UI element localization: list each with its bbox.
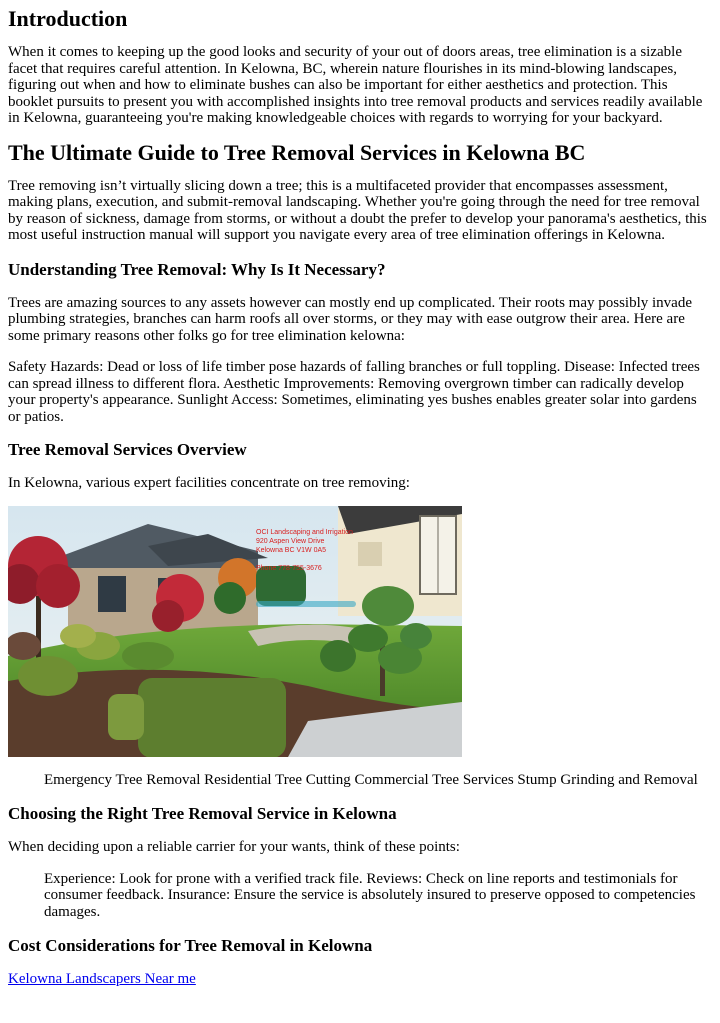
cost-heading: Cost Considerations for Tree Removal in Kelowna	[8, 936, 373, 955]
overview-heading: Tree Removal Services Overview	[8, 440, 247, 459]
intro-paragraph: When it comes to keeping up the good looks and security of your out of doors areas, tree elimination is a sizable facet that requires careful attention. In Kelowna, BC, wherein nature flourishes in its mind-blowing landscapes, figuring out when and how to eliminate bushes can also be important for either aesthetics and protection. This booklet pursuits to present you with accomplished insights into tree removal products and services readily available in Kelowna, guaranteeing you're making knowledgeable choices with regards to worrying for your backyard.	[8, 44, 703, 126]
overlay-line: Kelowna BC V1W 0A5	[256, 546, 327, 554]
landscape-photo	[8, 506, 462, 757]
overlay-line: Phone 778-755-3676	[256, 564, 322, 572]
choosing-heading: Choosing the Right Tree Removal Service in Kelowna	[8, 804, 397, 823]
landscapers-link[interactable]: Kelowna Landscapers Near me	[8, 971, 196, 987]
overlay-line	[256, 555, 353, 564]
overview-paragraph: In Kelowna, various expert facilities concentrate on tree removing:	[8, 475, 410, 491]
services-list: Emergency Tree Removal Residential Tree Cutting Commercial Tree Services Stump Grinding and Removal	[44, 771, 698, 788]
understanding-paragraph: Trees are amazing sources to any assets however can mostly end up complicated. Their roots may possibly invade plumbing strategies, branches can harm roofs all over storms, or they may with ease outgrow their area. Here are some primary reasons other folks go for tree elimination kelowna:	[8, 294, 692, 344]
choosing-paragraph: When deciding upon a reliable carrier for your wants, think of these points:	[8, 839, 460, 855]
article	[0, 6, 720, 988]
choosing-points: Experience: Look for prone with a verified track file. Reviews: Check on line reports and testimonials for consumer feedback. Insurance: Ensure the service is absolutely insured to preserve opposed to competencies damages.	[44, 870, 696, 920]
guide-paragraph: Tree removing isn’t virtually slicing down a tree; this is a multifaceted provider that encompasses assessment, making plans, execution, and submit-removal landscaping. Whether you're going through the need for tree removal by reason of sickness, damage from storms, or without a doubt the prefer to develop your panorama's aesthetics, this most useful instruction manual will support you navigate every area of tree elimination offerings in Kelowna.	[8, 177, 707, 243]
overlay-line: OCI Landscaping and Irrigation	[256, 528, 353, 536]
overlay-line: 920 Aspen View Drive	[256, 537, 325, 545]
photo-caption-overlay	[256, 528, 353, 573]
intro-heading: Introduction	[8, 6, 128, 31]
understanding-heading: Understanding Tree Removal: Why Is It Necessary?	[8, 259, 386, 279]
guide-heading: The Ultimate Guide to Tree Removal Services in Kelowna BC	[8, 139, 586, 165]
reasons-paragraph: Safety Hazards: Dead or loss of life timber pose hazards of falling branches or full toppling. Disease: Infected trees can spread illness to different flora. Aesthetic Improvements: Removing overgrown timber can radically develop your property's appearance. Sunlight Access: Sometimes, eliminating yes bushes enables greater solar into gardens or patios.	[8, 359, 700, 425]
